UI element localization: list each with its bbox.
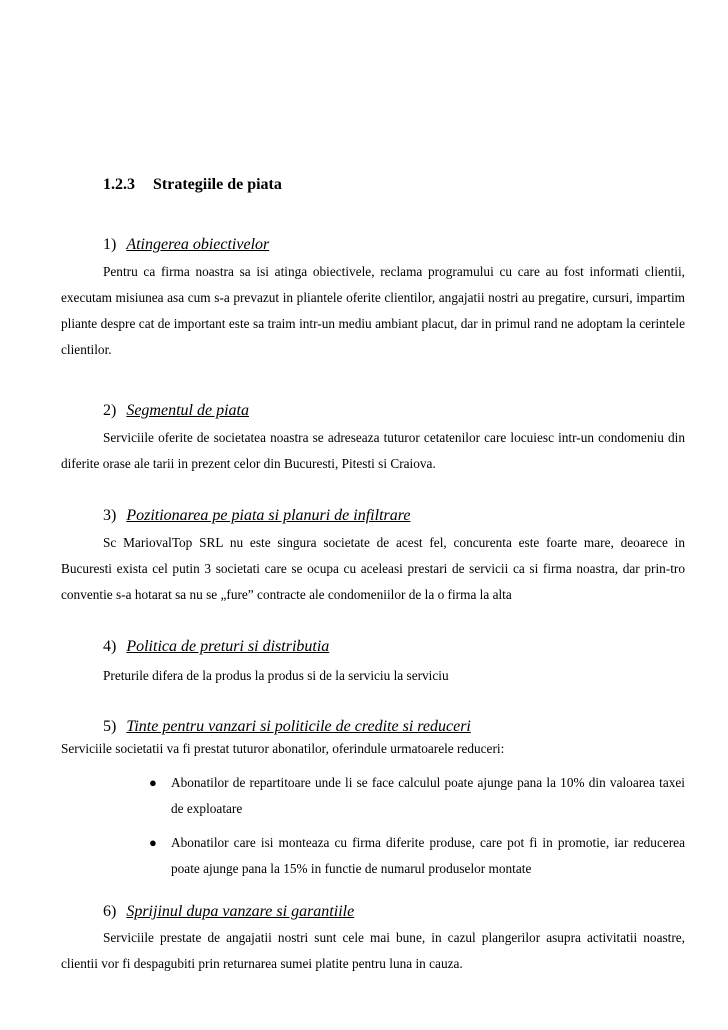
- paragraph-3: Sc MariovalTop SRL nu este singura societate de acest fel, concurenta este foarte mare, deoarece in Bucuresti exista cel putin 3 societati care se ocupa cu aceleasi prestari de servicii ca si firma noastra, dar prin-tro conventie s-a hotarat sa nu se „fure” contracte ale condomeniilor de la o firma la alta: [61, 535, 685, 602]
- list-item: [147, 770, 685, 822]
- bullet-icon: ●: [149, 835, 157, 850]
- bullet-icon: ●: [149, 775, 157, 790]
- bullet-list: [147, 770, 685, 890]
- subsection-number: 5): [103, 718, 117, 735]
- section-heading: [103, 176, 282, 194]
- paragraph-1: Pentru ca firma noastra sa isi atinga obiectivele, reclama programului cu care au fost informati clientii, executam misiunea asa cum s-a prevazut in pliantele oferite clientilor, angajatii nostri au pregatire, cursuri, impartim pliante despre cat de important este sa traim intr-un mediu ambiant placut, dar in primul rand ne adoptam la cerintele clientilor.: [61, 264, 685, 357]
- subsection-number: 2): [103, 402, 117, 419]
- paragraph-4: Preturile difera de la produs la produs si de la serviciu la serviciu: [103, 668, 449, 683]
- subsection-title-2: [103, 402, 249, 420]
- paragraph-2: Serviciile oferite de societatea noastra se adreseaza tuturor cetatenilor care locuiesc intr-un condomeniu din diferite orase ale tarii in prezent celor din Bucuresti, Pitesti si Craiova.: [61, 430, 685, 471]
- subsection-number: 4): [103, 638, 117, 655]
- subsection-title-6: [103, 903, 354, 921]
- subsection-title-3: [103, 507, 410, 525]
- subsection-number: 6): [103, 903, 117, 920]
- list-item-text: Abonatilor de repartitoare unde li se face calculul poate ajunge pana la 10% din valoarea taxei de exploatare: [171, 775, 685, 816]
- paragraph-6: Serviciile prestate de angajatii nostri sunt cele mai bune, in cazul plangerilor asupra activitatii noastre, clientii vor fi despagubiti prin returnarea sumei platite pentru luna in cauza.: [61, 930, 685, 971]
- paragraph-5: Serviciile societatii va fi prestat tuturor abonatilor, oferindule urmatoarele reduceri:: [61, 741, 505, 756]
- subsection-title-1: [103, 236, 269, 254]
- subsection-number: 1): [103, 236, 117, 253]
- subsection-title-text: Pozitionarea pe piata si planuri de infiltrare: [126, 507, 411, 524]
- heading-title: Strategiile de piata: [153, 176, 282, 193]
- subsection-title-4: [103, 638, 329, 656]
- list-item-text: Abonatilor care isi monteaza cu firma diferite produse, care pot fi in promotie, iar reducerea poate ajunge pana la 15% in functie de numarul produselor montate: [171, 835, 685, 876]
- subsection-title-text: Atingerea obiectivelor: [126, 236, 270, 253]
- list-item: [147, 830, 685, 882]
- subsection-title-text: Tinte pentru vanzari si politicile de credite si reduceri: [126, 718, 471, 735]
- subsection-title-5: [103, 718, 471, 736]
- heading-number: 1.2.3: [103, 176, 135, 193]
- subsection-title-text: Sprijinul dupa vanzare si garantiile: [126, 903, 355, 920]
- subsection-number: 3): [103, 507, 117, 524]
- subsection-title-text: Politica de preturi si distributia: [126, 638, 330, 655]
- subsection-title-text: Segmentul de piata: [126, 402, 249, 419]
